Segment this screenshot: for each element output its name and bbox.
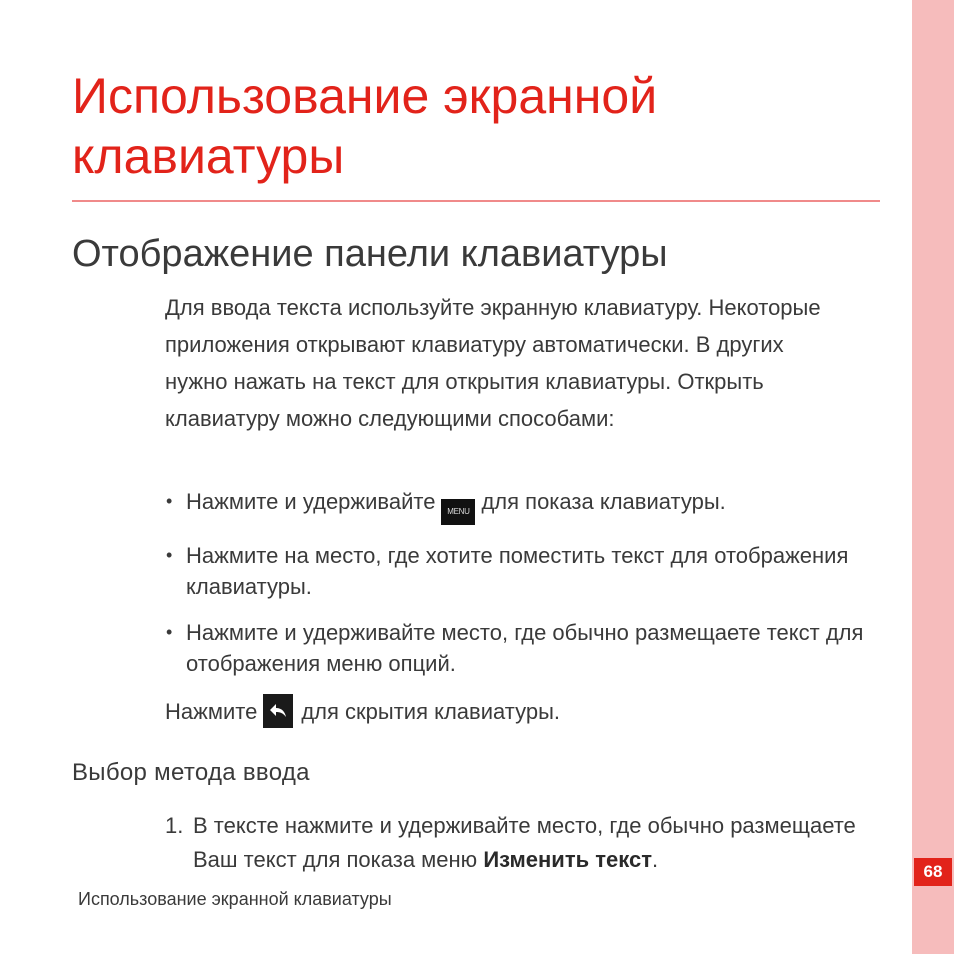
hide-after: для скрытия клавиатуры. [301,699,560,724]
page-number-badge: 68 [914,858,952,886]
bullet-1-after: для показа клавиатуры. [481,489,726,514]
back-arrow-icon [263,694,293,728]
bullet-item-tap: • Нажмите на место, где хотите поместить текст для отображения клавиатуры. [165,540,875,602]
bullet-item-hold: • Нажмите и удерживайте место, где обычно размещаете текст для отображения меню опций. [165,617,875,679]
intro-paragraph: Для ввода текста используйте экранную клавиатуру. Некоторые приложения открывают клавиатуру автоматически. В других нужно нажать на текст для открытия клавиатуры. Открыть клавиатуру можно следующими способами: [165,295,821,431]
bullet-1-before: Нажмите и удерживайте [186,489,436,514]
footer-running-title: Использование экранной клавиатуры [78,889,392,909]
page-title [72,66,892,186]
step-text [165,809,895,877]
title-line-1: Использование экранной [72,68,658,124]
title-divider [72,200,880,202]
bullet-list [165,486,875,694]
step-1-text: В тексте нажмите и удерживайте место, где обычно размещаете Ваш текст для показа меню [193,813,856,872]
menu-key-icon: MENU [441,499,475,525]
hide-keyboard-line [165,694,560,728]
step-1 [165,809,895,877]
side-strip [912,0,954,954]
bullet-item-menu [165,486,875,525]
hide-before: Нажмите [165,699,258,724]
step-number: 1. [165,813,184,838]
step-1-bold: Изменить текст [483,847,652,872]
title-line-2: клавиатуры [72,128,345,184]
step-1-end: . [652,847,659,872]
section-title: Отображение панели клавиатуры [72,233,668,275]
subsection-title: Выбор метода ввода [72,759,310,786]
